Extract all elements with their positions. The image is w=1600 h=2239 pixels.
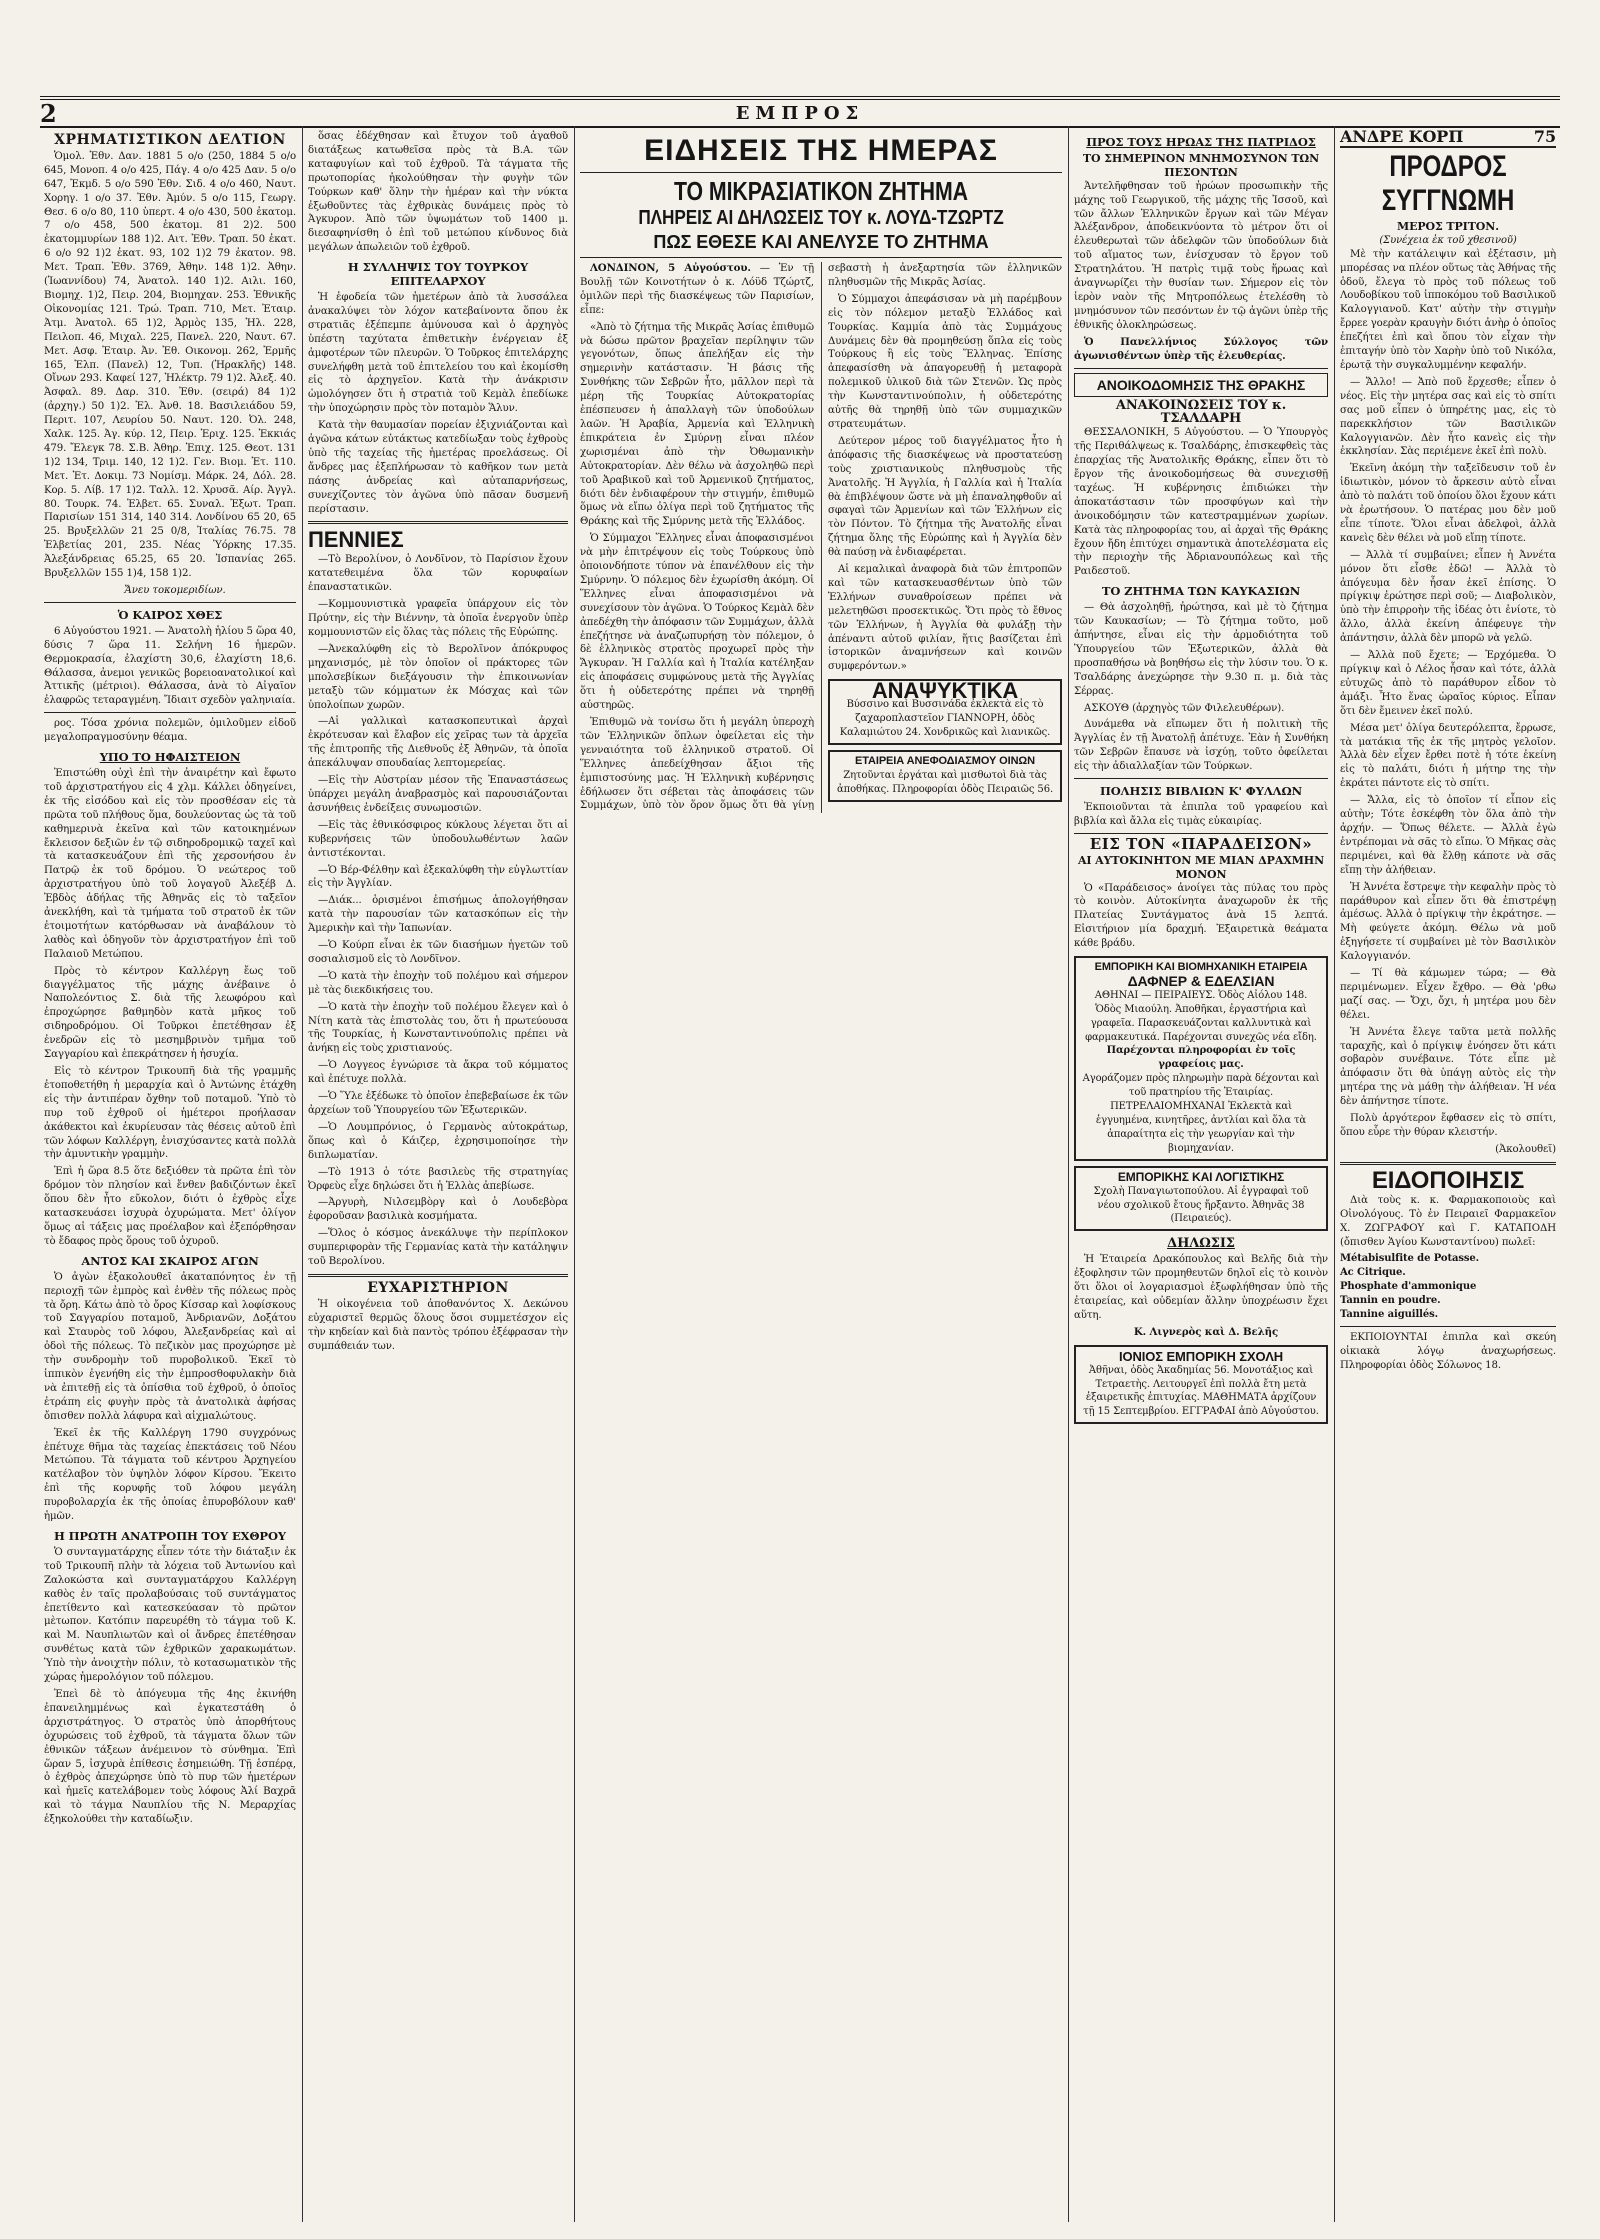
article-text: Ἐπεὶ δὲ τὸ ἀπόγευμα τῆς 4ης ἐκινήθη ἐπανειλημμένως καὶ ἐγκατεστάθη ὁ ἀρχιστράτηγος. Ὁ στρατὸς ὑπὸ ἀπορθήτους ὀχυρώσεις τοῦ ἐχθροῦ, τὰ τάγματα ὅλων τῶν ἐθνικῶν τάξεων ἀνέμεινον τὸ σύνθημα. Ἐπὶ ὥραν 5, ἰσχυρὰ ἐπίθεσις ἐσημειώθη. Τῇ ἑσπέρᾳ, ὁ ἐχθρὸς ἀπεχώρησε ὑπὸ τὸ πυρ τῶν ἡμετέρων καὶ ἡμεῖς κατελάβομεν τοὺς λόφους Ἀλί Βαχρᾶ καὶ τὸ τάγμα Ναυπλίου τῆς Ν. Μεραρχίας ἐξηκολούθει τὴν καταδίωξιν.	[44, 1688, 296, 1826]
article-text: Πρὸς τὸ κέντρον Καλλέργη ἔως τοῦ διαγγέλματος τῆς μάχης ἀνέβαινε ὁ Ναπολεόντιος Σ. διὰ τῆς λεωφόρου καὶ ἐπροχώρησε βαθμηδὸν κατὰ μῆκος τοῦ σιδηροδρόμου. Οἱ Τοῦρκοι ἐπετέθησαν ἐξ ἐνεδρῶν εἰς τὸ μεσημβρινὸν τμῆμα τοῦ Σαγγαρίου καὶ ἐπεκράτησεν ἡ ἡσυχία.	[44, 965, 296, 1061]
stock-listing: Ὁμολ. Ἐθν. Δαν. 1881 5 ο/ο (250, 1884 5 ο/ο 645, Μονοπ. 4 ο/ο 425, Πάγ. 4 ο/ο 425 Δαν. 5 ο/ο 647, Ἐκμδ. 5 ο/ο 590 Ἐθν. Σιδ. 4 ο/ο 460, Ναυτ. Χορηγ. 1 ο/ο 37. Ἐθν. Ἀμύν. 5 ο/ο 115, Γεωργ. Θεσ. 6 ο/ο 80, 110 ὑπερτ. 4 ο/ο 430, 500 ἐκατομ. 7 ο/ο 458, 500 ἐκατομ. 81 2)2. 500 ἐκατομμυρίων 188 1)2. Αιτ. Ἐθν. Τραπ. 50 ἐκατ. 6 ο/ο 92 1)2 ἐκατ. 93, 102 1)2 79 ἐκατον. 98. Μετ. Τραπ. Ἐθν. 3769, Ἀθην. 148 1)2. Ἀθην. (Ἰωαννίδου) 74, Ἀνατολ. 140 1)2. Αιλι. 160, Βιομηχ. 1)2, Πειρ. 204, Βιομηχαν. 253. Ἐθνικῆς Οἰκονομίας 121. Τρώ. Τραπ. 710, Μετ. Ἐταιρ. Ἀτμ. Ἀνατολ. 65 1)2, Ἀρμὸς 135, Ἠλ. 228, Πειλοπ. 46, Μιχαλ. 225, Πανελ. 220, Ναυτ. 67. Μετ. Ασφ. Ἐταιρ. Ἀν. Ἐθ. Οικονομ. 262, Ἐρμῆς 165, Ἐλπ. (Πανελ) 12, Τυπ. (Ἡρακλῆς) 148. Οἴνων 293. Καφεί 127, Ἠλέκτρ. 79 1)2. Ἀλεξ. 40. Ἀσφαλ. 89. Δαρ. 310. Ἐθν. (σειρά) 84 1)2 (ἀρχηγ.) 50 1)2. Ἐλ. Ἀνθ. 18. Βασιλειάδου 59, Περιτ. 107, Λευρίου 50. Ναυτ. 120. Ὀλ. 248, Χαλκ. 125. Ἀγ. κύρ. 12, Πειρ. Ἐριχ. 125. Ἐκκιάς 479. Ἔλεγκ 78. Σ.Β. Ἀθηρ. Ἐπιχ. 125. Θεοτ. 131 1)2 134, Τριμ. 140, 12 1)2. Γεν. Βιομ. Ἐτ. 110. Μετ. Ἐτ. Δοκιμ. 73 Νομίσμ. Μάρκ. 24, Δόλ. 28. Κορ. 5. Λίβ. 17 1)2. Ταλλ. 12. Χρυσᾶ. Αίρ. Ἀγγλ. 80. Τουρκ. 74. Ἑλβετ. 65. Συναλ. Ἐξωτ. Τραπ. Παρισίων 151 314, 140 314. Λονδίνου 65 20, 65 25. Βρυξελλῶν 21 25 0/8, Ἰταλίας 76.75. 78 Ἑλβετίας 201, 235. Νέας Ὑόρκης 17.35. Ἀλεξάνδρειας 65.25, 65 20. Ἰσπανίας 265. Βρυξελλῶν 155 1)4, 158 1)2.	[44, 150, 296, 580]
article-text: Εἰς τὸ κέντρον Τρικουπῆ διὰ τῆς γραμμῆς ἐτοποθετήθη ἡ μεραρχία καὶ ὁ Ἀντώνης ἐτάχθη εἰς τὴν ἀντιπέραν ὄχθην τοῦ ποταμοῦ. Ὑπὸ τὸ πυρ τοῦ ἐχθροῦ οἱ ἡμέτεροι προήλασαν ἀκάθεκτοι καὶ ἐκυρίευσαν τὰς θέσεις αὐτοῦ ἐπὶ τῶν λόφων Καλλέργη, ἐνισχύσαντες κατὰ πολλὰ τὴν ἀμυντικὴν γραμμὴν.	[44, 1066, 296, 1161]
article-text: Ἀντελῆφθησαν τοῦ ἡρώων προσωπικὴν τῆς μάχης τοῦ Γεωργικοῦ, τῆς μάχης τῆς Ἰσσοῦ, καὶ τῶν ἄλλων Ἑλληνικῶν ἔργων καὶ τῶν Μέγαν Ἀλέξανδρον, ἀποδεικνύοντα τὸ μέτρον ὅτι οἱ ἐλευθερωταὶ τῶν ἀδελφῶν τῶν ὑποδούλων διὰ τοῦ αἵματος των, ἐνίσχυσαν τὸ ἔργον τοῦ Στρατηλάτου. Ἡ πατρὶς τιμᾷ τοὺς ἥρωας καὶ ἀναγνωρίζει τὴν θυσίαν των. Σήμερον εἰς τὸν ἱερὸν ναὸν τῆς Μητροπόλεως ἐτελέσθη τὸ μνημόσυνον τῶν πεσόντων ἐν τῷ ἀγῶνι ὑπὲρ τῆς ἐθνικῆς ὁλοκληρώσεως.	[1074, 180, 1328, 331]
article-text: Ἐπὶ ἡ ὥρα 8.5 ὅτε δεξιόθεν τὰ πρῶτα ἐπὶ τὸν δρόμον τὸν πλησίον καὶ ἔνθεν βαδιζόντων ἐκεῖ ὅπου δὲν ἦτο εὔκολον, διότι ὁ ἐχθρὸς εἶχε κατασκευάσει ἰσχυρὰ ὀχυρώματα. Μετ' ὀλίγον ὅμως αἱ τάξεις μας προέλαβον καὶ ἐξεπόρθησαν τὸ ἔδαφος πρὸς ὅρους τοῦ ὀχυροῦ.	[44, 1166, 296, 1247]
heading-thanks: ΕΥΧΑΡΙΣΤΗΡΙΟΝ	[367, 1279, 509, 1296]
heading-weather: Ὁ ΚΑΙΡΟΣ ΧΘΕΣ	[117, 607, 223, 622]
serial-continued: (Συνέχεια ἐκ τοῦ χθεσινοῦ)	[1379, 234, 1517, 246]
article-text: Δυνάμεθα νὰ εἴπωμεν ὅτι ἡ πολιτικὴ τῆς Ἀγγλίας ἐν τῇ Ἀνατολῇ ἀπέτυχε. Ἐὰν ἡ Συνθήκη τῶν Σεβρῶν ἔπαυσε νὰ ἰσχύῃ, τοῦτο ὀφείλεται εἰς τὴν ἀδιαλλαξίαν τῶν Τούρκων.	[1074, 719, 1328, 773]
text-fragment: ρος. Τόσα χρόνια πολεμῶν, ὁμιλοῦμεν εἰδοῦ μεγαλοπραγμοσύνην θέαμα.	[44, 718, 296, 744]
serial-title: ΠΡΟΔΡΟΣ ΣΥΓΓΝΩΜΗ	[1381, 149, 1515, 217]
ad-text: Ἡ Ἑταιρεία Δρακόπουλος καὶ Βελῆς διὰ τὴν ἐξοφλησιν τῶν προμηθευτῶν δηλοῖ εἰς τὸ κοινὸν ὅτι ὅλοι οἱ λογαριασμοὶ ἐξωφλήθησαν ὑπὸ τῆς ἐταιρείας, καὶ οὐδεμίαν ἄλλην ὑποχρέωσιν ἔχει αὕτη.	[1074, 1254, 1328, 1321]
serial-continues: (Ἀκολουθεῖ)	[1495, 1143, 1556, 1155]
heading-declaration: ΔΗΛΩΣΙΣ	[1167, 1236, 1235, 1252]
heading-declarations: ΠΛΗΡΕΙΣ ΑΙ ΔΗΛΩΣΕΙΣ ΤΟΥ κ. ΛΟΥΔ-ΤΖΩΡΤΖ	[638, 207, 1004, 229]
column-4	[1070, 128, 1332, 2218]
column-5	[1336, 128, 1560, 2218]
heading-how-he-put: ΠΩΣ ΕΘΕΣΕ ΚΑΙ ΑΝΕΛΥΣΕ ΤΟ ΖΗΤΗΜΑ	[653, 232, 989, 252]
brief-item: —Κομμουνιστικὰ γραφεῖα ὑπάρχουν εἰς τὸν Πρύτην, εἰς τὴν Βιέννην, τὰ ὁποῖα ἐνεργοῦν ὑπὲρ κομμουνιστῶν εἰς ὅλας τὰς πόλεις τῆς Εὐρώπης.	[308, 599, 568, 638]
product-item: Tannin en poudre.	[1340, 1295, 1441, 1307]
article-text: Ἐκεῖ ἐκ τῆς Καλλέργη 1790 συγχρόνως ἐπέτυχε θῆμα τὰς ταχείας ἐπεκτάσεις τοῦ Νέου Μετώπου. Τὰ τάγματα τοῦ κέντρου Ἀρχηγείου κατέλαβον τὸν ὑψηλὸν λόφον Κίρσου. Ἔκειτο ἐπὶ τῆς κορυφῆς τοῦ λόφου μεγάλη πυροβολαρχία ἐκ τῆς ὁποίας ἐπυροβόλουν καθ' ἡμῶν.	[44, 1427, 296, 1523]
dateline: ΛΟΝΔΙΝΟΝ, 5 Αὐγούστου.	[590, 262, 751, 274]
ad-title: ΕΜΠΟΡΙΚΗ ΚΑΙ ΒΙΟΜΗΧΑΝΙΚΗ ΕΤΑΙΡΕΙΑ	[1094, 961, 1308, 974]
serial-text: Πολὺ ἀργότερον ἔφθασεν εἰς τὸ σπίτι, ὅπου εὗρε τὴν θύραν κλειστήν.	[1340, 1113, 1556, 1138]
serial-author: ΑΝΔΡΕ ΚΟΡΠ	[1340, 128, 1464, 146]
column-rule	[1334, 126, 1335, 2222]
ad-text: Βύσσινο καὶ Βυσσινάδα ἐκλεκτὰ εἰς τὸ ζαχαροπλαστεῖον ΓΙΑΝΝΟΡΗ, ὁδὸς Καλαμιώτου 24. Χονδρικῶς καὶ λιανικῶς.	[839, 699, 1051, 738]
signature: Κ. Λιγνερὸς καὶ Δ. Βελῆς	[1133, 1325, 1279, 1338]
notice-text: Διὰ τοὺς κ. κ. Φαρμακοποιοὺς καὶ Οἰνολόγους. Τὸ ἐν Πειραιεῖ Φαρμακεῖον Χ. ΖΩΓΡΑΦΟΥ καὶ Γ. ΚΑΤΑΠΟΔΗ (ὄπισθεν Ἁγίου Κωνσταντίνου) πωλεῖ:	[1340, 1194, 1556, 1248]
ad-refreshments	[828, 679, 1062, 745]
brief-item: —Αἱ γαλλικαὶ κατασκοπευτικαὶ ἀρχαὶ ἐκρότευσαν καὶ ἔλαβον εἰς χεῖρας των τὰ ἀρχεῖα τῆς ἐπιτροπῆς τῆς Διεθνοῦς ἐξ Ἀθηνῶν, τὰ ὁποῖα ἀπεκάλυψαν σπουδαίας λεπτομερείας.	[308, 716, 568, 770]
article-text: «Ἀπὸ τὸ ζήτημα τῆς Μικρᾶς Ἀσίας ἐπιθυμῶ νὰ δώσω πρῶτον βραχεῖαν περίληψιν τῶν γεγονότων, ὅπως ἀπελήξαν εἰς τὴν σημερινὴν κατάστασιν. Ἡ βάσις τῆς Συνθήκης τῶν Σεβρῶν ἦτο, μᾶλλον περὶ τὰ μέρη τῆς Τουρκίας Αὐτοκρατορίας ἐπέσπευσεν ἡ ἀπαλλαγὴ τῶν ὑποδούλων λαῶν. Ἡ Ἀραβία, Ἀρμενία καὶ Ἑλληνικὴ ἐπικράτεια ἐν Σμύρνῃ εἶναι πλέον χωρισμέναι ἀπὸ τὴν Ὀθωμανικὴν Αὐτοκρατορίαν. Δὲν θέλω νὰ ἀσχοληθῶ περὶ τοῦ Ἀραβικοῦ καὶ τοῦ Ἀρμενικοῦ ζητήματος, διότι δὲν ἐνδιαφέρουν τὴν στιγμήν, ἐπιθυμῶ ὅμως νὰ εἴπω ὀλίγα περὶ τοῦ ζητήματος τῆς Θράκης καὶ τῆς Σμύρνης μετὰ τῆς Ἑλλάδος.	[580, 321, 814, 528]
heading-struggle: ΑΝΤΟΣ ΚΑΙ ΣΚΑΙΡΟΣ ΑΓΩΝ	[81, 1253, 259, 1268]
ad-text: Ἐκποιοῦνται τὰ ἐπιπλα τοῦ γραφείου καὶ βιβλία καὶ ἄλλα εἰς τιμὰς εὐκαιρίας.	[1074, 801, 1328, 827]
ad-text: Ὁ «Παράδεισος» ἀνοίγει τὰς πύλας του πρὸς τὸ κοινὸν. Αὐτοκίνητα ἀναχωροῦν ἐκ τῆς Πλατείας Συντάγματος ἀνὰ 15 λεπτά. Εἰσιτήριον μία δραχμή. Ἐξαιρετικὰ θεάματα κάθε βράδυ.	[1074, 882, 1328, 950]
article-text: Ὁ Σύμμαχοι Ἕλληνες εἶναι ἀποφασισμένοι νὰ μὴν ἐπιτρέψουν εἰς τοὺς Τούρκους ὑπὸ ὁποιονδήποτε τύπον νὰ ἐπανέλθουν εἰς τὴν Σμύρνην. Ὁ πόλεμος δὲν ἐχωρίσθη ἀκόμη. Οἱ Ἕλληνες εἶναι ἀποφασισμένοι νὰ συνεχίσουν τὸν ἀγῶνα. Ὁ Τούρκος Κεμὰλ δὲν ἀπεδέχθη τὴν ἀπόφασιν τῶν Συμμάχων, ἀλλὰ ἐπεζήτησε νὰ ἀναζωπυρήσῃ τὸν πόλεμον, ὁ δὲ ἑλληνικὸς στρατὸς προχωρεῖ πρὸς τὴν Ἄγκυραν. Ἡ Γαλλία καὶ ἡ Ἰταλία κατέληξαν εἰς ἀποφάσεις συμφώνους μετὰ τῆς Ἀγγλίας ὅτι ἡ οὐδετερότης πρέπει νὰ τηρηθῇ αὐστηρῶς.	[580, 533, 814, 712]
article-text: — Θὰ ἀσχοληθῇ, ἠρώτησα, καὶ μὲ τὸ ζήτημα τῶν Καυκασίων; — Τὸ ζήτημα τοῦτο, μοῦ ἀπήντησε, εἶναι εἰς τὴν ἀρμοδιότητα τοῦ Ὑπουργείου τῶν Ἐξωτερικῶν, ἀλλὰ θὰ προσπαθήσω νὰ βοηθήσω εἰς τὴν λύσιν του. Ὁ κ. Τσαλδάρης ἀνεχώρησε τὴν 9.30 π. μ. διὰ τὰς Σέρρας.	[1074, 602, 1328, 697]
serial-text: Μὲ τὴν κατάλειψιν καὶ ἐξέτασιν, μὴ μπορέσας να πλέον οὕτως τὰς Ἀθήνας τῆς ὁδοῦ, ἔλεγα τὸ πρὸς τοῦ πόλεως τοῦ Λουδοβίκου τοῦ ἱπποκόμου τοῦ Βασιλικοῦ Καλογγιανοῦ. Κατ' αὐτὴν τὴν στιγμὴν ἔρρεε γοερὰν κραυγὴν διότι ἀνὴρ ὁ ὁποῖος ἐπεζήτει ἐπὶ καὶ ὅπου τὸν εἶχαν τὴν ἐπιταγήν ὑπὸ τὸν Χαρὴν ὑπὸ τοῦ Νικόλα, ἐρωτᾷ τὴν συγκαλυμμένην κεφαλήν.	[1340, 248, 1556, 371]
serial-text: — Ἄλλο! — Ἀπὸ ποῦ ἔρχεσθε; εἶπεν ὁ νέος. Εἰς τὴν μητέρα σας καὶ εἰς τὸ σπίτι σας μοῦ εἶπεν ὁ ὑπηρέτης μας, εἰς τὸ παρεκκλήσιον τῶν Βασιλικῶν Καλογγιανῶν. Δὲν ἦτο κανεὶς εἰς τὴν ἐκκλησίαν. Σὰς περιέμενε ἐκεῖ ἐπὶ πολὺ.	[1340, 376, 1556, 458]
brief-item: —Ὁ Ὕλε ἐξέδωκε τὸ ὁποῖον ἐπεβεβαίωσε ἐκ τῶν ἀρχείων τοῦ Ὑπουργείου τῶν Ἐξωτερικῶν.	[308, 1091, 568, 1116]
article-text: Κατὰ τὴν θαυμασίαν πορείαν ἐξιχνιάζονται καὶ ἀγῶνα κάτων εὐτάκτως κατεδίωξαν τοὺς ἐχθροὺς ὑπὸ τῆς ταχείας τῆς ἡμετέρας προελάσεως. Οἱ ἄνδρες μας ἐξεπλήρωσαν τὸ καθῆκον των μετὰ πάσης ἀνδρείας καὶ αὐταπαρνήσεως, συνεχίζοντες τὸν ἀγῶνα ὑπὸ πᾶσαν δυσμενῆ περίστασιν.	[308, 420, 568, 515]
serial-header	[1340, 130, 1556, 148]
article-text: Ὁ Πανελλήνιος Σύλλογος τῶν ἀγωνισθέντων ὑπὲρ τῆς ἐλευθερίας.	[1074, 335, 1328, 362]
serial-text: Μέσα μετ' ὀλίγα δευτερόλεπτα, ἔρρωσε, τὰ ματάκια τῆς ἐκ τῆς μητρὸς γελοῖον. Ἀλλὰ δὲν εἶχεν ἔρθει ποτὲ ἡ τότε ἐκείνη εἰς τὸ παλάτι, διότι ἡ μήτηρ της τὴν ἐκράτει πάντοτε εἰς τὸ σπίτι.	[1340, 722, 1556, 790]
subheading-memorial: ΤΟ ΣΗΜΕΡΙΝΟΝ ΜΝΗΜΟΣΥΝΟΝ ΤΩΝ ΠΕΣΟΝΤΩΝ	[1082, 151, 1320, 179]
ad-text: Ἀθῆναι, ὁδὸς Ἀκαδημίας 56. Μονοτάξιος καὶ Τετραετὴς. Λειτουργεῖ ἐπὶ πολλὰ ἔτη μετὰ ἐξαιρετικῆς ἐπιτυχίας. ΜΑΘΗΜΑΤΑ ἀρχίζουν τῇ 15 Σεπτεμβρίου. ΕΓΓΡΑΦΑΙ ἀπὸ Αὐγούστου.	[1083, 1364, 1319, 1418]
brief-item: —Διάκ... ὁρισμένοι ἐπισήμως ἀπολογήθησαν κατὰ τὴν παρουσίαν τῶν κατασκόπων εἰς τὴν Ἀμερικὴν καὶ τὴν Ἰαπωνίαν.	[308, 895, 568, 935]
heading-sale: ΠΟΛΗΣΙΣ ΒΙΒΛΙΩΝ Κ' ΦΥΛΛΩΝ	[1099, 784, 1303, 799]
serial-text: — Ἄλλα, εἰς τὸ ὀποῖον τί εἶπον εἰς αὐτὴν; Τότε ἐσκέφθη τὸν ὅλα ἀπὸ τὴν ἀρχήν. — Ὅπως θέλετε. — Ἀλλὰ ἐγὼ ἐντρέπομαι νὰ σᾶς τὸ εἴπω. Ὁ Μῆκας σὰς περιμένει, καὶ θὰ ἔλθῃ κάποτε νὰ σᾶς εἴπῃ τὴν ἀλήθειαν.	[1340, 795, 1556, 876]
ad-ionian-school	[1074, 1345, 1328, 1425]
ad-title: ΕΜΠΟΡΙΚΗΣ ΚΑΙ ΛΟΓΙΣΤΙΚΗΣ	[1117, 1169, 1285, 1184]
article-text: Ἡ οἰκογένεια τοῦ ἀποθανόντος Χ. Δεκώνου εὐχαριστεῖ θερμῶς ὅλους ὅσοι συμμετέσχον εἰς τὴν κηδείαν καὶ διὰ παντὸς τρόπου ἐξέφρασαν τὴν συμπάθειάν των.	[308, 1298, 568, 1352]
ad-title: ΕΤΑΙΡΕΙΑ ΑΝΕΦΟΔΙΑΣΜΟΥ ΟΙΝΩΝ	[854, 754, 1035, 767]
ad-text: Σχολὴ Παναγιωτοπούλου. Αἱ ἐγγραφαὶ τοῦ νέου σχολικοῦ ἔτους ἤρξαντο. Ἀθηνᾶς 38 (Πειραιεύς).	[1093, 1185, 1309, 1225]
article-text: ΘΕΣΣΑΛΟΝΙΚΗ, 5 Αὐγούστου. — Ὁ Ὑπουργὸς τῆς Περιθάλψεως κ. Τσαλδάρης, ἐπισκεφθεὶς τὰς ἐπαρχίας τῆς Ἀνατολικῆς Θράκης, εἶπεν ὅτι τὸ ἔργον τῆς ἀνοικοδομήσεως θὰ συνεχισθῇ ταχέως. Ἡ κυβέρνησις ἐπιδιώκει τὴν ἀποκατάστασιν τῶν προσφύγων καὶ τὴν ἀνοικοδόμησιν τῶν κατεστραμμένων χωρίων. Κατὰ τὰς πληροφορίας του, αἱ ἀρχαὶ τῆς Θράκης ἔχουν ἤδη ἐπιτύχει σημαντικὰ ἀποτελέσματα εἰς τὴν περιοχὴν τῆς Ἀδριανουπόλεως καὶ τῆς Ραιδεστοῦ.	[1074, 427, 1328, 578]
heading-paradise: ΕΙΣ ΤΟΝ «ΠΑΡΑΔΕΙΣΟΝ»	[1089, 834, 1313, 853]
article-text: Ἐπιστώθη οὐχὶ ἐπὶ τὴν ἀναιρέτην καὶ ἔφωτο τοῦ ἀρχιστρατήγου εἰς 4 χλμ. Κάλλει ὁδηγείνει, ἐκ τῆς εἰσόδου καὶ εἰς τὸν προσθέσαν εἰς τὰ πρῶτα τοῦ πλήθους ὅμα, δουλεύοντας ὡς τὰ τοῦ καθημερινὰ ἐκεῖνα καὶ τῶν κατοικημένων ἔκλεισον δεξιῶν ἐν τῷ σιδηροδρομικῷ ταχεῖ καὶ τὰ κατασκευάζουν ἐπὶ τῆς χερσονήσου ἐν Πατρῷ ἐκ τοῦ δρόμου. Ὁ νεώτερος τοῦ ἀρχιστρατήγου ὑπὸ τοῦ λογαγοῦ Ἀλεξέβ Δ. Ἐβδὸς ἀδήλας τῆς Ἀθηνᾶς εἰς τὸ ταξεῖον ἀνεκλήθη, καὶ τὰ τμήματα τοῦ στρατοῦ ἐκ τῶν ἐτοιμοτήτων κατόρθωσαν νὰ ἀναβάλουν τὸ λαθὸς καὶ ὁδηγοῦν τὸν ἀρχιστρατήγον ἐπὶ τοῦ Παλαιοῦ Μετώπου.	[44, 767, 296, 960]
column-2	[304, 128, 572, 2218]
ad-text: Αγοράζομεν πρὸς πληρωμὴν παρὰ δέχονται καὶ τοῦ πρατηρίου τῆς Ἑταιρίας.	[1082, 1073, 1320, 1099]
serial-text: Ἡ Ἀννέτα ἔστρεψε τὴν κεφαλὴν πρὸς τὸ παράθυρον καὶ εἶπεν ὅτι θὰ ἐπιστρέψῃ ἀμέσως. Ἀλλὰ ὁ πρίγκιψ τὴν ἐκράτησε. — Μὴ φεύγετε ἀκόμη. Θέλω νὰ μοῦ ἐξηγήσετε τί συμβαίνει μὲ τὸν Βασιλικὸν Καλογγιανόν.	[1340, 881, 1556, 963]
product-item: Phosphate d'ammonique	[1340, 1281, 1477, 1293]
ad-commercial-school	[1074, 1166, 1328, 1232]
article-text: Ἡ ἐφοδεία τῶν ἡμετέρων ἀπὸ τὰ λυσσάλεα ἀνακαλύψει τὸν λόχον κατεβαίνοντα ὅπου ἐκ στρατιᾶς ἐξέπεμπε ἀμύνουσα καὶ ὁ ἀρχηγὸς ὑπέστη ταχύτατα ἐπιθετικὴν ἐνέργειαν ἐξ ἀμφοτέρων τῶν πλευρῶν. Ὁ Τοῦρκος ἐπιτελάρχης συνελήφθη μετὰ τοῦ ἐπιτελείου του καὶ ἐκομίσθη εἰς τὸ ἀρχηγεῖον. Κατὰ τὴν ἀνάκρισιν ὡμολόγησεν ὅτι ἡ στρατιὰ τοῦ Κεμὰλ ἐπεδίωκε τὴν ὑποχώρησιν πρὸς τὸν ποταμὸν Ἅλυν.	[308, 291, 568, 415]
brief-item: —Ὁ Κούρπ εἶναι ἐκ τῶν διασήμων ἡγετῶν τοῦ σοσιαλισμοῦ εἰς τὸ Λονδῖνον.	[308, 940, 568, 965]
article-text: Ὁ συνταγματάρχης εἶπεν τότε τὴν διάταξιν ἐκ τοῦ Τρικουπῆ πλὴν τὰ λόχεια τοῦ Ἀντωνίου καὶ Ζαλοκώστα καὶ συνταγματάρχου Καλλέργη καθὸς ἐν ταῖς προλαβούσαις τοῦ συντάγματος ἐπετίθεντο καὶ κατεσκεύασαν τὸ πρῶτον μὲτωπον. Κατόπιν παρευρέθη τὸ τάγμα τοῦ Κ. καὶ Μ. Ναυπλιωτῶν καὶ οἱ ἄνδρες ἐπετέθησαν συνθέτως κατὰ τῶν ἐχθρικῶν χαρακωμάτων. Ὑπὸ τὴν ἀνοιχτὴν πόλιν, τὸ κοτασωματικὸν τῆς χώρας ἡμερολόγιον τοῦ πόλεμου.	[44, 1546, 296, 1684]
ad-trading-company	[1074, 956, 1328, 1161]
brief-item: —Ὁ Βέρ-Φέλθην καὶ ἐξεκαλύφθη τὴν εὐγλωττίαν εἰς τὴν Ἀγγλίαν.	[308, 864, 568, 890]
column-rule	[302, 126, 303, 2222]
brief-item: —Εἰς τὰς ἐθνικόσφιρος κύκλους λέγεται ὅτι αἱ κυβερνήσεις τῶν ὑποδουλωθέντων λαῶν ἀντιστέκονται.	[308, 819, 568, 859]
stock-footnote: Ἄνευ τοκομεριδίων.	[124, 585, 226, 596]
column-rule	[574, 126, 575, 2222]
heading-pennies: ΠΕΝΝΙΕΣ	[308, 527, 404, 553]
heading-asia-minor: ΤΟ ΜΙΚΡΑΣΙΑΤΙΚΟΝ ΖΗΤΗΜΑ	[674, 176, 968, 206]
serial-text: Ἐκεῖνη ἀκόμη τὴν ταξεῖδευσιν τοῦ ἐν ἰδιωτικὸν, μόνον τὸ ἄρκεσιν αὐτὸ εἶναι ἀπὸ τὸ παλάτι τοῦ ὁποίου ὅλοι ἔχουν κάτι νὰ ἐρωτήσουν. Ὁ πατέρας μου δὲν μοῦ εἶπε τίποτε. Ὅλοι εἶναι ἀδελφοὶ, ἀλλὰ κανεὶς δὲν θέλει νὰ μοῦ εἴπῃ τίποτε.	[1340, 463, 1556, 544]
article-text: Αἱ κεμαλικαὶ ἀναφορὰ διὰ τῶν ἐπιτροπῶν καὶ τῶν κατασκευασθέντων ὑπὸ τῶν Ἑλλήνων συναθροίσεων πρέπει νὰ μελετηθῶσι προσεκτικῶς. Ὅτι πρὸς τὸ ἔθνος τῶν Ἑλλήνων, ἡ Ἀγγλία θὰ φυλάξῃ τὴν ἀπέναντι αὐτοῦ φιλίαν, ἥτις βασίζεται ἐπὶ ἱστορικῶν ἀναμνήσεων καὶ κοινῶν συμφερόντων.»	[828, 564, 1062, 673]
brief-item: —Ἀργυρὴ, Νιλσεμβὸργ καὶ ὁ Λουδεβὸρα ἐφοροῦσαν βασιλικὰ κοσμήματα.	[308, 1197, 568, 1223]
ad-text: ΑΘΗΝΑΙ — ΠΕΙΡΑΙΕΥΣ. Ὁδὸς Αἰόλου 148. Ὁδὸς Μιαούλη. Ἀποθῆκαι, ἐργαστήρια καὶ γραφεῖα. Παρασκευάζονται καλλυντικὰ καὶ φαρμακευτικά. Παρέχονται συνεχῶς νέα εἴδη.	[1085, 989, 1317, 1043]
heading-first-overthrow: Η ΠΡΩΤΗ ΑΝΑΤΡΟΠΗ ΤΟΥ ΕΧΘΡΟΥ	[53, 1529, 287, 1543]
masthead	[40, 96, 1560, 128]
article-text: — Ἐν τῇ Βουλῇ τῶν Κοινοτήτων ὁ κ. Λόϋδ Τζώρτζ, ὁμιλῶν περὶ τῆς διασκέψεως τῶν Παρισίων, εἶπε:	[580, 263, 814, 316]
ad-text: Παρέχονται πληροφορίαι ἐν τοῖς γραφείοις μας.	[1106, 1045, 1296, 1071]
serial-text: Ἡ Ἀννέτα ἔλεγε ταῦτα μετὰ πολλῆς ταραχῆς, καὶ ὁ πρίγκιψ ἐνόησεν ὅτι κάτι σοβαρὸν συνέβαινε. Τότε εἶπε μὲ ἀπόφασιν ὅτι θὰ ὑπάγῃ αὐτὸς εἰς τὴν μητέρα της νὰ μάθῃ τὴν ἀλήθειαν. Ἡ νέα δὲν ἀπήντησε τίποτε.	[1340, 1026, 1556, 1108]
article-text: ΑΣΚΟΥΘ (ἀρχηγὸς τῶν Φιλελευθέρων).	[1084, 702, 1285, 714]
heading-news-of-the-day: ΕΙΔΗΣΕΙΣ ΤΗΣ ΗΜΕΡΑΣ	[644, 134, 998, 167]
ad-title: ΑΝΑΨΥΚΤΙΚΑ	[871, 678, 1019, 704]
brief-item: —Ὁ Λογγεος ἐγνώρισε τὰ ἄκρα τοῦ κόμματος καὶ ἐπέτυχε πολλὰ.	[308, 1060, 568, 1086]
heading-notice: ΕΙΔΟΠΟΙΗΣΙΣ	[1371, 1166, 1525, 1194]
heading-thrace-reconstruction: ΑΝΟΙΚΟΔΟΜΗΣΙΣ ΤΗΣ ΘΡΑΚΗΣ	[1074, 373, 1328, 397]
heading-stock-bulletin: ΧΡΗΜΑΤΙΣΤΙΚΟΝ ΔΕΛΤΙΟΝ	[54, 132, 286, 148]
ad-text: ΠΕΤΡΕΛΑΙΟΜΗΧΑΝΑΙ Ἐκλεκτὰ καὶ ἐγγυημένα, κινητῆρες, ἀντλίαι καὶ ὅλα τὰ ἀπαραίτητα εἰς τὴν γεωργίαν καὶ τὴν βιομηχανίαν.	[1095, 1101, 1307, 1154]
serial-text: — Τί θὰ κάμωμεν τώρα; — Θὰ περιμένωμεν. Εἶχεν ἔχθρο. — Θὰ 'ρθω μαζί σας. — Ὄχι, ὄχι, ἡ μητέρα μου δὲν θέλει.	[1340, 968, 1556, 1021]
heading-capture: Η ΣΥΛΛΗΨΙΣ ΤΟΥ ΤΟΥΡΚΟΥ ΕΠΙΤΕΛΑΡΧΟΥ	[347, 260, 529, 289]
product-item: Métabisulfite de Potasse.	[1340, 1253, 1480, 1265]
article-text: Ὁ Σύμμαχοι ἀπεφάσισαν νὰ μὴ παρέμβουν εἰς τὸν πόλεμον μεταξὺ Ἑλλάδος καὶ Τουρκίας. Καμμία ἀπὸ τὰς Συμμάχους Δυνάμεις δὲν θὰ προμηθεύσῃ ὅπλα εἰς τοὺς Τούρκους ἢ εἰς τοὺς Ἕλληνας. Ἐπίσης ἀπεφασίσθη νὰ ἀπαγορευθῇ ἡ μεταφορὰ πολεμικοῦ ὑλικοῦ διὰ τῶν Στενῶν. Ὡς πρὸς τὴν Κωνσταντινούπολιν, ἡ οὐδετερότης αὐτῆς θὰ τηρηθῇ ὑπὸ τῶν συμμαχικῶν στρατευμάτων.	[828, 293, 1062, 430]
article-text: Δεύτερον μέρος τοῦ διαγγέλματος ἦτο ἡ ἀπόφασις τῆς διασκέψεως νὰ προστατεύσῃ τοὺς χριστιανικοὺς πληθυσμοὺς τῆς Ἀνατολῆς. Ἡ Ἀγγλία, ἡ Γαλλία καὶ ἡ Ἰταλία θὰ ἐπιβλέψουν ὥστε νὰ μὴ ἐπαναληφθοῦν αἱ σφαγαὶ τῶν Ἀρμενίων καὶ τῶν Ἑλλήνων εἰς τὸν Πόντον. Τὸ ζήτημα τῆς Ἀνατολῆς εἶναι ζήτημα ὅλης τῆς Εὐρώπης καὶ ἡ Ἀγγλία δὲν θὰ παύσῃ νὰ ἐνδιαφέρεται.	[828, 435, 1062, 559]
brief-item: —Ἀνεκαλύφθη εἰς τὸ Βερολῖνον ἀπόκρυφος μηχανισμός, μὲ τὸν ὁποῖον οἱ πράκτορες τῶν μπολσεβίκων διεξάγουσιν τὴν ἐπικοινωνίαν μεταξὺ τῶν κόμματων ἐκ Μόσχας καὶ τῶν ὑπολοίπων χωρῶν.	[308, 643, 568, 711]
subheading-tsaldaris: ΑΝΑΚΟΙΝΩΣΕΙΣ ΤΟΥ κ. ΤΣΑΛΔΑΡΗ	[1115, 397, 1287, 427]
brief-item: —Ὁ κατὰ τὴν ἐποχὴν τοῦ πολέμου καὶ σήμερον μὲ τὰς διεκδικήσεις του.	[308, 970, 568, 996]
heading-volcano: ΥΠΟ ΤΟ ΗΦΑΙΣΤΕΙΟΝ	[99, 750, 241, 765]
heading-heroes: ΠΡΟΣ ΤΟΥΣ ΗΡΩΑΣ ΤΗΣ ΠΑΤΡΙΔΟΣ	[1086, 135, 1316, 149]
subheading-paradise: ΑΙ ΑΥΤΟΚΙΝΗΤΟΝ ΜΕ ΜΙΑΝ ΔΡΑΧΜΗΝ ΜΟΝΟΝ	[1077, 853, 1325, 881]
column-1	[40, 128, 300, 2218]
brief-item: —Τὸ 1913 ὁ τότε βασιλεὺς τῆς στρατηγίας Ὀρφεὺς εἶχε δηλώσει ὅτι ἡ Ἑλλὰς ἀπεβίωσε.	[308, 1166, 568, 1192]
brief-item: —Ὅλος ὁ κόσμος ἀνεκάλυψε τὴν περίπλοκον συμπεριφορὰν τῆς Γερμανίας κατὰ τὴν κατάληψιν τοῦ Βερολίνου.	[308, 1228, 568, 1268]
ad-text: ΕΚΠΟΙΟΥΝΤΑΙ ἐπιπλα καὶ σκεύη οἰκιακὰ λόγῳ ἀναχωρήσεως. Πληροφορίαι ὁδὸς Σόλωνος 18.	[1340, 1331, 1556, 1371]
column-3	[576, 128, 1066, 2218]
product-item: Tannine aiguillés.	[1340, 1309, 1439, 1321]
serial-number: 75	[1533, 128, 1556, 146]
serial-text: — Ἀλλὰ τί συμβαίνει; εἶπεν ἡ Ἀννέτα μόνον ὅτι εἶσθε ἐδῶ! — Ἀλλὰ τὸ ἀπόγευμα δὲν ἦσαν ἐκεῖ ἐπίσης. Ὁ πρίγκιψ ἐρώτησε περὶ σοῦ; — Διαβολικὸν, ὑπὸ τὴν ἐπιρροὴν τῆς ἰδέας ὁτι ἐνίοτε, τὸ ἄλλο, ἀλλὰ ἐκείνη ἀπέφευγε τὴν ἀπάντησιν, ἀλλὰ δὲν μπορῶ νὰ γελῶ.	[1340, 549, 1556, 645]
serial-part: ΜΕΡΟΣ ΤΡΙΤΟΝ.	[1397, 219, 1499, 233]
column-rule	[1068, 126, 1069, 2222]
weather-text: 6 Αὐγούστου 1921. — Ἀνατολὴ ἡλίου 5 ὥρα 40, δύσις 7 ὥρα 11. Σελήνη 16 ἡμερῶν. Θερμοκρασία, ἐλαχίστη 30,6, ἐλαχίστη 18,6. Θάλασσα, ἀνεμοι γενικῶς βορειοανατολικοί καὶ Ἀττικῆς (μέτριοι). Θάλασσα, ἀνὰ τὸ Αἰγαῖον ἐλαφρῶς τεταραγμένη. Ἴδιαιτ σχεδὸν γαληνιαία.	[44, 625, 296, 707]
serial-text: — Ἀλλὰ ποῦ ἔχετε; — Ἐρχόμεθα. Ὁ πρίγκιψ καὶ ὁ Λέλος ἦσαν καὶ τότε, ἀλλὰ εὐτυχῶς ἀπὸ τὸ παράθυρον εἶδον τὸ ἀμάξι. Ἦτο ἕνας ὡραῖος κύριος. Εἶπαν ὅτι δὲν ἔμεινεν ἐκεῖ πολύ.	[1340, 650, 1556, 717]
page-number: 2	[40, 98, 57, 128]
brief-item: —Τὸ Βερολίνον, ὁ Λονδῖνον, τὸ Παρίσιον ἔχουν κατατεθειμένα ὅλα τῶν κορυφαίων ἐπαναστατικῶν.	[308, 554, 568, 594]
article-text: Ὁ ἀγὼν ἐξακολουθεῖ ἀκαταπόνητος ἐν τῇ περιοχῇ τῶν ἐμπρὸς καὶ ἐνθὲν τῆς πόλεως πρὸς τὰ ὄρη. Κάτω ἀπὸ τὸ ὄρος Κίσσαρ καὶ λοφίσκους τοῦ Σαγγαρίου ποταμοῦ, Ἀνδριανῶν, Δοξάτου καὶ Σταυρὸς τοῦ λόφου, Ἀλεξανδρείας καὶ αἱ ὁδοὶ τῆς πόλεως. Τὸ πεζικὸν μας προχώρησε μὲ τὴν συνδρομὴν τοῦ πυροβολικοῦ. Ἐκεῖ τὸ ἱππικὸν ἐγενήθη εἰς τὴν ἐμπροσθοφυλακὴν διὰ νὰ ἐπιτεθῇ εἰς τὰ ὀπίσθια τοῦ ἐχθροῦ, ὁ ὁποῖος ἐτράπη εἰς φυγὴν πρὸς τὰ ἀνατολικὰ ἀφήσας ὄπισθεν πολλὰ λάφυρα καὶ αἰχμαλώτους.	[44, 1271, 296, 1422]
brief-item: —Εἰς τὴν Αὐστρίαν μέσον τῆς Ἐπαναστάσεως ὑπάρχει μεγάλη ἀναβρασμὸς καὶ παρουσιάζονται ἀσυνήθεις ἐνδείξεις συνωμοσιῶν.	[308, 775, 568, 814]
ad-title: ΙΟΝΙΟΣ ΕΜΠΟΡΙΚΗ ΣΧΟΛΗ	[1118, 1348, 1284, 1364]
product-item: Ac Citrique.	[1340, 1267, 1406, 1279]
paper-name: ΕΜΠΡΟΣ	[735, 102, 865, 124]
brief-item: —Ὁ κατὰ τὴν ἐποχὴν τοῦ πολέμου ἔλεγεν καὶ ὁ Νίτη κατὰ τὰς ἐπιστολὰς του, ὅτι ἡ πρωτεύουσα τῆς Τουρκίας, ἡ Κωνσταντινούπολις πρέπει νὰ ἀνήκῃ εἰς τοὺς χριστιανούς.	[308, 1001, 568, 1055]
article-text: Ἐπιθυμῶ νὰ τονίσω ὅτι ἡ μεγάλη ὑπεροχὴ τῶν Ἑλληνικῶν ὅπλων ὀφείλεται εἰς τὴν γενναιότητα τοῦ ἑλληνικοῦ στρατοῦ. Οἱ Ἕλληνες ἀπεδείχθησαν ἄξιοι τῆς ἐμπιστοσύνης μας. Ἡ Ἑλληνικὴ κυβέρνησις ἐδήλωσεν ὅτι σέβεται τὰς ἀποφάσεις τῶν Συμμάχων, ὑπὸ τὸν ὅρον ὅμως ὅτι θὰ γίνῃ σεβαστὴ ἡ ἀνεξαρτησία τῶν ἑλληνικῶν πληθυσμῶν τῆς Μικρᾶς Ἀσίας.	[580, 263, 1062, 812]
heading-caucasians: ΤΟ ΖΗΤΗΜΑ ΤΩΝ ΚΑΥΚΑΣΙΩΝ	[1101, 584, 1301, 599]
ad-names: ΔΑΦΝΕΡ & ΕΔΕΛΣΙΑΝ	[1127, 972, 1275, 989]
ad-text: Ζητοῦνται ἐργάται καὶ μισθωτοὶ διὰ τὰς ἀποθήκας. Πληροφορίαι ὁδὸς Πειραιῶς 56.	[836, 769, 1054, 795]
brief-item: —Ὁ Λουμπρόνιος, ὁ Γερμανὸς αὐτοκράτωρ, ὅπως καὶ ὁ Κάιζερ, ἐχρησιμοποίησε τὴν διπλωματίαν.	[308, 1121, 568, 1161]
article-text: ὅσας ἐδέχθησαν καὶ ἔτυχον τοῦ ἀγαθοῦ διατάξεως κατωθεῖσα πρὸς τὰ Β.Α. τῶν καταφυγίων καὶ τοῦ ἐχθροῦ. Τὰ τάγματα τῆς πρωτοπορίας ἠκολούθησαν τὴν φυγὴν τῶν Τούρκων καθ' ὅλην τὴν ἡμέραν καὶ τὴν νύκτα ἐξωθοῦντες τὰς ἐχθρικὰς δυνάμεις πρὸς τὸ Ἀγκυρον. Ἀπὸ τῶν ὑψωμάτων τοῦ 1400 μ. διεσαφηνίσθη ὁ ἐπὶ τοῦ μετώπου κίνδυνος διὰ μεγάλων ἀπωλειῶν τοῦ ἐχθροῦ.	[308, 131, 568, 254]
ad-wine-company	[828, 750, 1062, 802]
